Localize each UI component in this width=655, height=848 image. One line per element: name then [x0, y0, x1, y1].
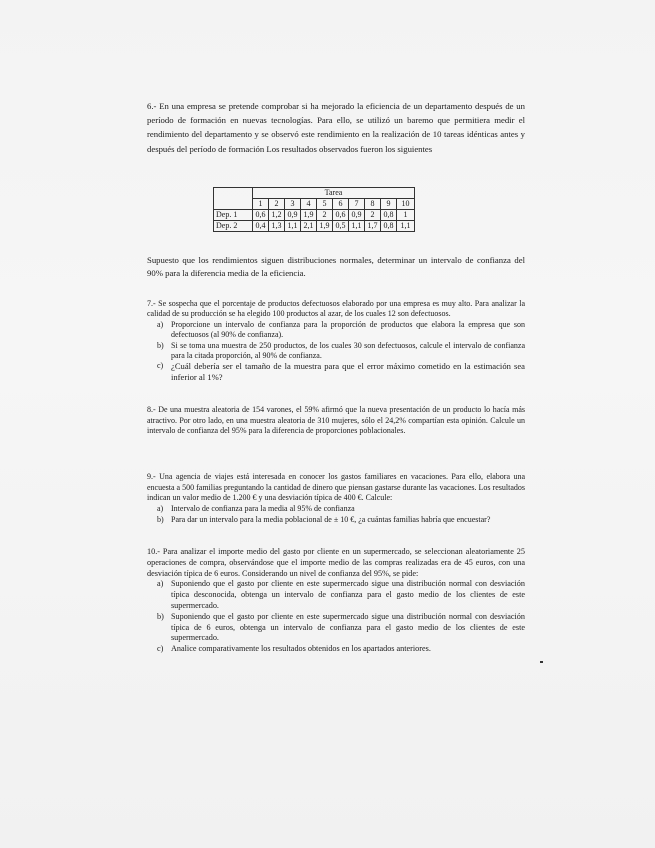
column-header: 5	[317, 199, 333, 210]
item-label: b)	[157, 611, 164, 621]
table-corner	[214, 188, 253, 210]
table-cell: 1,2	[269, 210, 285, 221]
exercise-8	[147, 405, 525, 437]
item-label: a)	[157, 319, 164, 329]
list-item	[157, 341, 525, 362]
item-label: c)	[157, 361, 164, 371]
table-cell: 1,7	[365, 221, 381, 232]
item-label: a)	[157, 579, 164, 589]
column-header: 6	[333, 199, 349, 210]
scan-speck	[540, 661, 543, 663]
exercise-9-statement: 9.- Una agencia de viajes está interesada en conocer los gastos familiares en vacaciones. Para ello, elabora una encuesta a 500 familias preguntando la cantidad de dinero que piensan gastarse durante las vacaciones. Los resultados indican un valor medio de 1.200 € y una desviación típica de 400 €. Calcule:	[147, 472, 525, 503]
exercise-6-question-text: Supuesto que los rendimientos siguen distribuciones normales, determinar un intervalo de confianza del 90% para la diferencia media de la eficiencia.	[147, 255, 525, 278]
item-text: Suponiendo que el gasto por cliente en este supermercado sigue una distribución normal con desviación típica de 6 euros, obtenga un intervalo de confianza para el gasto medio de los clientes de este supermercado.	[171, 611, 525, 643]
item-text: ¿Cuál debería ser el tamaño de la muestra para que el error máximo cometido en la estimación sea inferior al 1%?	[171, 361, 525, 383]
column-header: 2	[269, 199, 285, 210]
exercise-10	[147, 547, 525, 655]
list-item	[157, 579, 525, 611]
row-label: Dep. 1	[214, 210, 253, 221]
table-cell: 1,9	[301, 210, 317, 221]
item-text: Analice comparativamente los resultados obtenidos en los apartados anteriores.	[171, 644, 431, 654]
exercise-9-items	[147, 504, 525, 525]
column-header: 4	[301, 199, 317, 210]
item-label: c)	[157, 644, 164, 654]
exercise-6	[147, 99, 525, 156]
table-cell: 0,4	[253, 221, 269, 232]
tarea-table	[213, 187, 415, 232]
table-cell: 0,6	[333, 210, 349, 221]
table-cell: 0,5	[333, 221, 349, 232]
list-item	[157, 320, 525, 341]
exercise-7-statement: 7.- Se sospecha que el porcentaje de productos defectuosos elaborado por una empresa es muy alto. Para analizar la calidad de su producción se ha elegido 100 productos al azar, de los cuales 12 son defectuosos.	[147, 299, 525, 319]
list-item	[157, 644, 525, 655]
table-row	[214, 221, 415, 232]
exercise-7-items	[147, 320, 525, 384]
table-header-tarea: Tarea	[253, 188, 415, 199]
table-cell: 0,8	[381, 221, 397, 232]
list-item	[157, 504, 525, 515]
table-cell: 2	[365, 210, 381, 221]
table-cell: 1,3	[269, 221, 285, 232]
row-label: Dep. 2	[214, 221, 253, 232]
item-label: b)	[157, 340, 164, 350]
column-header: 8	[365, 199, 381, 210]
column-header: 9	[381, 199, 397, 210]
table-cell: 0,9	[285, 210, 301, 221]
item-text: Proporcione un intervalo de confianza para la proporción de productos que elabora la empresa que son defectuosos (al 90% de confianza).	[171, 319, 525, 340]
list-item	[157, 361, 525, 383]
table-cell: 2,1	[301, 221, 317, 232]
exercise-9	[147, 472, 525, 526]
item-text: Intervalo de confianza para la media al 95% de confianza	[171, 504, 355, 514]
item-label: a)	[157, 504, 164, 514]
exercise-8-statement: 8.- De una muestra aleatoria de 154 varones, el 59% afirmó que la nueva presentación de un producto lo hacía más atractivo. Por otro lado, en una muestra aleatoria de 310 mujeres, sólo el 24,2% compartían esta opinión. Calcule un intervalo de confianza del 95% para la diferencia de proporciones poblacionales.	[147, 405, 525, 436]
table-cell: 1,1	[397, 221, 415, 232]
table-cell: 2	[317, 210, 333, 221]
exercise-10-items	[147, 579, 525, 655]
table-cell: 1,1	[349, 221, 365, 232]
item-text: Para dar un intervalo para la media poblacional de ± 10 €, ¿a cuántas familias habría que encuestar?	[171, 514, 491, 524]
table-row	[214, 210, 415, 221]
exercise-10-statement: 10.- Para analizar el importe medio del gasto por cliente en un supermercado, se seleccionan aleatoriamente 25 operaciones de compra, observándose que el importe medio de las compras realizadas era de 45 euros, con una desviación típica de 6 euros. Considerando un nivel de confianza del 95%, se pide:	[147, 547, 525, 578]
table-cell: 0,9	[349, 210, 365, 221]
exercise-6-question	[147, 254, 525, 279]
exercise-7	[147, 299, 525, 383]
table-cell: 1,9	[317, 221, 333, 232]
list-item	[157, 515, 525, 526]
exercise-6-statement: 6.- En una empresa se pretende comprobar si ha mejorado la eficiencia de un departamento después de un período de formación en nuevas tecnologías. Para ello, se utilizó un baremo que permitiera medir el rendimiento del departamento y se observó este rendimiento en la realización de 10 tareas idénticas antes y después del período de formación Los resultados observados fueron los siguientes	[147, 101, 525, 154]
column-header: 3	[285, 199, 301, 210]
column-header: 7	[349, 199, 365, 210]
table-cell: 1,1	[285, 221, 301, 232]
list-item	[157, 612, 525, 644]
column-header: 1	[253, 199, 269, 210]
column-header: 10	[397, 199, 415, 210]
item-text: Si se toma una muestra de 250 productos, de los cuales 30 son defectuosos, calcule el intervalo de confianza para la citada proporción, al 90% de confianza.	[171, 340, 525, 361]
item-label: b)	[157, 514, 164, 524]
table-cell: 0,8	[381, 210, 397, 221]
table-cell: 1	[397, 210, 415, 221]
table-cell: 0,6	[253, 210, 269, 221]
item-text: Suponiendo que el gasto por cliente en este supermercado sigue una distribución normal con desviación típica desconocida, obtenga un intervalo de confianza para el gasto medio de los clientes de este supermercado.	[171, 579, 525, 610]
